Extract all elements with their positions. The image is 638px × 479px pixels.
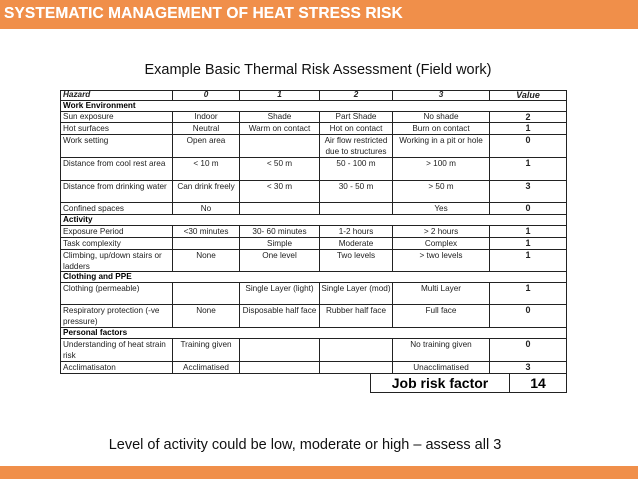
level-cell: <30 minutes xyxy=(173,226,240,237)
table-row xyxy=(60,362,567,374)
level-cell: Moderate xyxy=(320,238,393,249)
table-row xyxy=(60,158,567,181)
level-cell xyxy=(240,362,320,373)
table-row xyxy=(60,112,567,123)
level-cell: Unacclimatised xyxy=(393,362,490,373)
value-cell: 1 xyxy=(490,123,567,134)
column-header: 1 xyxy=(240,90,320,100)
hazard-cell: Work setting xyxy=(60,135,173,157)
value-cell: 1 xyxy=(490,283,567,304)
column-header: 3 xyxy=(393,90,490,100)
level-cell: 30- 60 minutes xyxy=(240,226,320,237)
value-cell: 2 xyxy=(490,112,567,122)
level-cell xyxy=(240,203,320,214)
hazard-cell: Acclimatisaton xyxy=(60,362,173,373)
level-cell: > 100 m xyxy=(393,158,490,180)
column-header: 2 xyxy=(320,90,393,100)
level-cell: < 50 m xyxy=(240,158,320,180)
level-cell xyxy=(240,135,320,157)
level-cell: Hot on contact xyxy=(320,123,393,134)
level-cell: Rubber half face xyxy=(320,305,393,327)
level-cell: No training given xyxy=(393,339,490,361)
level-cell: 30 - 50 m xyxy=(320,181,393,202)
table-row xyxy=(60,123,567,135)
value-cell: 0 xyxy=(490,203,567,214)
table-row xyxy=(60,226,567,238)
level-cell: < 10 m xyxy=(173,158,240,180)
job-risk-row xyxy=(60,374,567,393)
level-cell: Disposable half face xyxy=(240,305,320,327)
level-cell: None xyxy=(173,250,240,271)
value-cell: 1 xyxy=(490,250,567,271)
hazard-cell: Distance from cool rest area xyxy=(60,158,173,180)
level-cell: Two levels xyxy=(320,250,393,271)
level-cell: Acclimatised xyxy=(173,362,240,373)
level-cell: Training given xyxy=(173,339,240,361)
level-cell: Yes xyxy=(393,203,490,214)
level-cell xyxy=(173,238,240,249)
level-cell: Multi Layer xyxy=(393,283,490,304)
level-cell xyxy=(173,283,240,304)
hazard-cell: Hot surfaces xyxy=(60,123,173,134)
value-cell: 1 xyxy=(490,226,567,237)
value-cell: 1 xyxy=(490,158,567,180)
level-cell: Burn on contact xyxy=(393,123,490,134)
level-cell: One level xyxy=(240,250,320,271)
level-cell: Indoor xyxy=(173,112,240,122)
job-risk-value: 14 xyxy=(510,374,567,393)
table-header-row xyxy=(60,90,567,101)
value-cell: 3 xyxy=(490,181,567,202)
slide-footer-note: Level of activity could be low, moderate or high – assess all 3 xyxy=(108,437,502,453)
hazard-cell: Distance from drinking water xyxy=(60,181,173,202)
level-cell: Neutral xyxy=(173,123,240,134)
hazard-cell: Respiratory protection (-ve pressure) xyxy=(60,305,173,327)
value-cell: 0 xyxy=(490,305,567,327)
section-header: Work Environment xyxy=(60,101,567,112)
hazard-cell: Confined spaces xyxy=(60,203,173,214)
table-row xyxy=(60,339,567,362)
level-cell: Full face xyxy=(393,305,490,327)
level-cell: Shade xyxy=(240,112,320,122)
level-cell: Single Layer (mod) xyxy=(320,283,393,304)
section-header: Personal factors xyxy=(60,328,567,339)
level-cell: Part Shade xyxy=(320,112,393,122)
level-cell: Complex xyxy=(393,238,490,249)
table-row xyxy=(60,135,567,158)
page-title: SYSTEMATIC MANAGEMENT OF HEAT STRESS RISK xyxy=(4,5,403,22)
level-cell: 50 - 100 m xyxy=(320,158,393,180)
value-cell: 1 xyxy=(490,238,567,249)
table-row xyxy=(60,203,567,215)
column-header: 0 xyxy=(173,90,240,100)
level-cell xyxy=(320,339,393,361)
table-row xyxy=(60,250,567,272)
value-cell: 0 xyxy=(490,339,567,361)
slide-subtitle: Example Basic Thermal Risk Assessment (Field work) xyxy=(144,62,492,78)
level-cell xyxy=(320,203,393,214)
level-cell: Simple xyxy=(240,238,320,249)
table-row xyxy=(60,238,567,250)
column-header: Hazard xyxy=(60,90,173,100)
hazard-cell: Climbing, up/down stairs or ladders xyxy=(60,250,173,271)
value-cell: 3 xyxy=(490,362,567,373)
section-header: Activity xyxy=(60,215,567,226)
level-cell: < 30 m xyxy=(240,181,320,202)
level-cell: Warm on contact xyxy=(240,123,320,134)
hazard-cell: Sun exposure xyxy=(60,112,173,122)
level-cell: No shade xyxy=(393,112,490,122)
level-cell xyxy=(320,362,393,373)
job-risk-label: Job risk factor xyxy=(370,374,510,393)
level-cell: Open area xyxy=(173,135,240,157)
level-cell: None xyxy=(173,305,240,327)
hazard-cell: Understanding of heat strain risk xyxy=(60,339,173,361)
level-cell: 1-2 hours xyxy=(320,226,393,237)
level-cell: > two levels xyxy=(393,250,490,271)
level-cell: No xyxy=(173,203,240,214)
hazard-cell: Task complexity xyxy=(60,238,173,249)
hazard-cell: Clothing (permeable) xyxy=(60,283,173,304)
table-row xyxy=(60,305,567,328)
value-cell: 0 xyxy=(490,135,567,157)
footer-bar xyxy=(0,466,638,479)
section-header: Clothing and PPE xyxy=(60,272,567,283)
level-cell xyxy=(240,339,320,361)
level-cell: Working in a pit or hole xyxy=(393,135,490,157)
header-bar xyxy=(0,0,638,29)
table-row xyxy=(60,283,567,305)
level-cell: Air flow restricted due to structures xyxy=(320,135,393,157)
level-cell: > 2 hours xyxy=(393,226,490,237)
hazard-cell: Exposure Period xyxy=(60,226,173,237)
risk-assessment-table xyxy=(60,90,567,427)
level-cell: Single Layer (light) xyxy=(240,283,320,304)
column-header: Value xyxy=(490,90,567,100)
level-cell: > 50 m xyxy=(393,181,490,202)
table-row xyxy=(60,181,567,203)
level-cell: Can drink freely xyxy=(173,181,240,202)
